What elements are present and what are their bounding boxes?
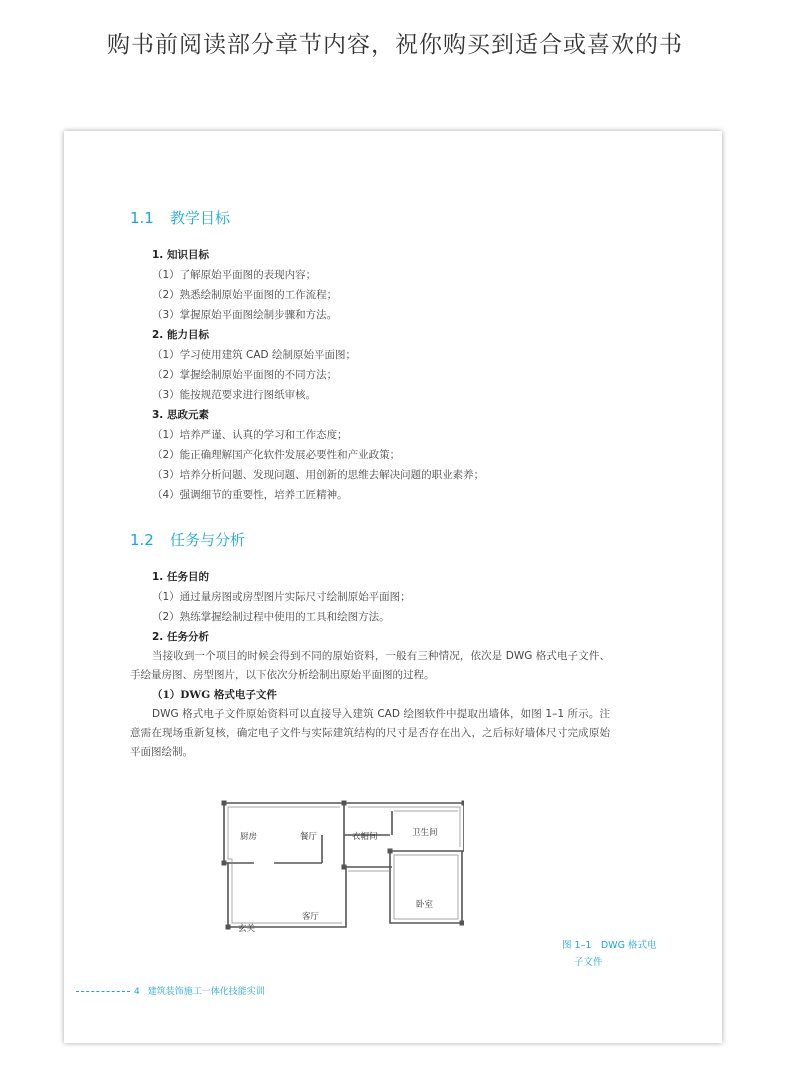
subheading: 1. 知识目标 bbox=[152, 249, 209, 261]
subheading: 2. 能力目标 bbox=[152, 329, 209, 341]
wall bbox=[224, 803, 326, 927]
room-label: 玄关 bbox=[238, 924, 256, 934]
floor-plan-figure bbox=[214, 795, 464, 941]
wall bbox=[344, 803, 464, 851]
room-label: 客厅 bbox=[302, 912, 320, 922]
paragraph: 当接收到一个项目的时候会得到不同的原始资料，一般有三种情况，依次是 DWG 格式电子文件、手绘量房图、房型图片，以下依次分析绘制出原始平面图的过程。 bbox=[130, 650, 610, 681]
room-label: 厨房 bbox=[240, 832, 258, 842]
subheading-dwg: （1）DWG 格式电子文件 bbox=[152, 689, 277, 701]
book-page bbox=[64, 131, 722, 1043]
page-number: 4 bbox=[134, 987, 140, 997]
list-item: （1）通过量房图或房型图片实际尺寸绘制原始平面图； bbox=[152, 591, 411, 603]
list-item: （2）能正确理解国产化软件发展必要性和产业政策； bbox=[152, 449, 401, 461]
section-number: 1.2 bbox=[130, 531, 154, 549]
room-label: 卧室 bbox=[416, 900, 434, 910]
section-title: 教学目标 bbox=[170, 209, 231, 227]
page-footer bbox=[76, 984, 265, 997]
list-item: （4）强调细节的重要性，培养工匠精神。 bbox=[152, 489, 348, 501]
footer-divider bbox=[76, 991, 130, 992]
list-item: （3）培养分析问题、发现问题、用创新的思维去解决问题的职业素养； bbox=[152, 469, 485, 481]
book-title: 建筑装饰施工一体化技能实训 bbox=[147, 987, 265, 997]
caption-line: 子文件 bbox=[574, 957, 603, 968]
list-item: （1）学习使用建筑 CAD 绘制原始平面图； bbox=[152, 349, 356, 361]
room-label: 卫生间 bbox=[412, 828, 438, 838]
list-item: （1）了解原始平面图的表现内容； bbox=[152, 269, 317, 281]
section-1-1-body bbox=[130, 245, 610, 505]
list-item: （2）掌握绘制原始平面图的不同方法； bbox=[152, 369, 338, 381]
caption-line: 图 1–1 DWG 格式电 bbox=[562, 940, 657, 951]
wall bbox=[326, 867, 346, 927]
list-item: （3）掌握原始平面图绘制步骤和方法。 bbox=[152, 309, 338, 321]
figure-caption bbox=[562, 937, 674, 971]
subheading: 3. 思政元素 bbox=[152, 409, 209, 421]
section-number: 1.1 bbox=[130, 209, 154, 227]
subheading: 1. 任务目的 bbox=[152, 571, 209, 583]
wall bbox=[390, 851, 462, 923]
section-heading-1-2 bbox=[130, 529, 245, 550]
section-heading-1-1 bbox=[130, 207, 230, 228]
list-item: （2）熟练掌握绘制过程中使用的工具和绘图方法。 bbox=[152, 611, 390, 623]
room-label: 衣帽间 bbox=[352, 832, 378, 842]
subheading: 2. 任务分析 bbox=[152, 631, 209, 643]
promo-banner: 购书前阅读部分章节内容，祝你购买到适合或喜欢的书 bbox=[107, 32, 683, 58]
list-item: （2）熟悉绘制原始平面图的工作流程； bbox=[152, 289, 338, 301]
room-label: 餐厅 bbox=[300, 832, 318, 842]
paragraph: DWG 格式电子文件原始资料可以直接导入建筑 CAD 绘图软件中提取出墙体，如图 1–1 所示。注意需在现场重新复核，确定电子文件与实际建筑结构的尺寸是否存在出入，之后标好墙体尺寸完成原始平面图绘制。 bbox=[130, 708, 610, 758]
list-item: （3）能按规范要求进行图纸审核。 bbox=[152, 389, 317, 401]
list-item: （1）培养严谨、认真的学习和工作态度； bbox=[152, 429, 348, 441]
section-title: 任务与分析 bbox=[170, 531, 246, 549]
section-1-2-body bbox=[130, 567, 610, 762]
